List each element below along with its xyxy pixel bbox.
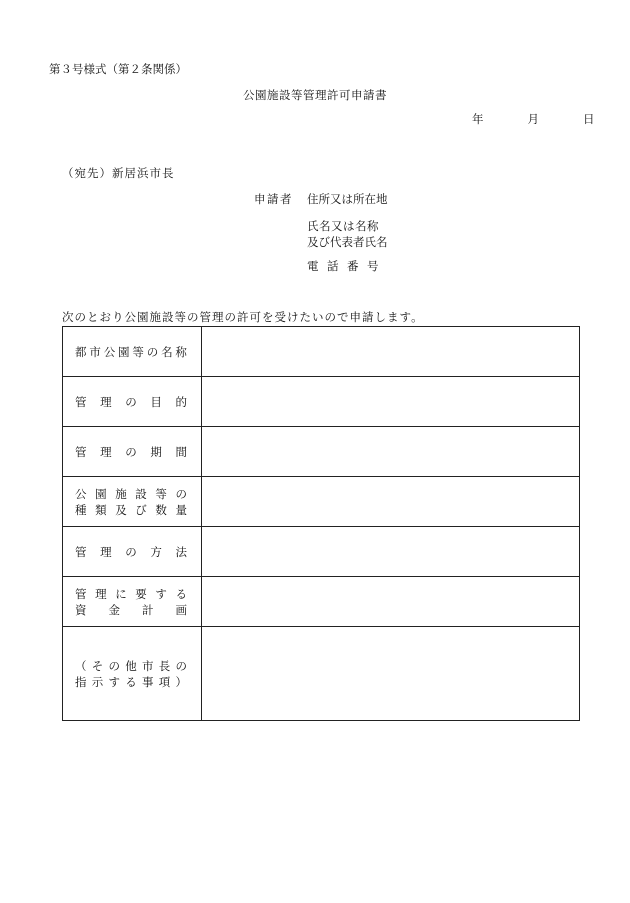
row-value-field[interactable]: [202, 577, 580, 627]
row-label-cell: [63, 627, 202, 721]
table-row: [63, 427, 580, 477]
date-line: [472, 111, 595, 127]
row-value-field[interactable]: [202, 627, 580, 721]
row-label-line: [63, 502, 201, 518]
row-label-char: 間: [175, 444, 187, 459]
row-label-line: [63, 444, 201, 460]
name-label-line1: 氏名又は名称: [307, 219, 379, 233]
row-label-char: 理: [95, 586, 107, 601]
row-label-char: 公: [103, 344, 116, 359]
row-label-char: び: [135, 502, 147, 517]
row-label-char: 園: [118, 344, 130, 359]
row-label-char: 市: [89, 344, 101, 359]
row-label-char: 称: [175, 344, 187, 359]
row-label-char: の: [108, 658, 120, 673]
row-label-char: 数: [155, 502, 167, 517]
applicant-label: 申請者: [254, 192, 293, 206]
row-value-field[interactable]: [202, 527, 580, 577]
row-value-field[interactable]: [202, 477, 580, 527]
row-label-char: す: [155, 586, 167, 601]
row-label-char: 金: [108, 602, 120, 617]
row-label-char: 公: [75, 486, 87, 501]
date-month-label: 月: [527, 112, 539, 126]
phone-label: 電話番号: [307, 259, 387, 273]
row-value-field[interactable]: [202, 377, 580, 427]
row-label-cell: [63, 477, 202, 527]
date-day-label: 日: [583, 112, 595, 126]
row-label-line: [63, 674, 201, 690]
row-label-char: る: [125, 674, 137, 689]
row-label-char: 理: [100, 394, 112, 409]
table-row: [63, 527, 580, 577]
table-row: [63, 577, 580, 627]
row-value-field[interactable]: [202, 327, 580, 377]
row-label-line: [63, 658, 201, 674]
row-label-cell: [63, 327, 202, 377]
row-label-char: 名: [161, 344, 173, 359]
application-table: [62, 326, 580, 721]
name-label-line2: 及び代表者氏名: [307, 235, 388, 249]
row-label-char: 理: [100, 444, 112, 459]
row-label-char: の: [125, 544, 137, 559]
row-label-char: 管: [75, 586, 87, 601]
document-title: 公園施設等管理許可申請書: [243, 88, 387, 102]
row-label-char: そ: [91, 658, 104, 673]
row-label-line: [63, 394, 201, 410]
row-label-char: 理: [100, 544, 112, 559]
row-label-char: 園: [95, 486, 107, 501]
row-label-char: 事: [142, 674, 154, 689]
row-label-cell: [63, 527, 202, 577]
row-label-char: 管: [75, 444, 87, 459]
row-label-char: 都: [75, 344, 87, 359]
row-label-line: [63, 486, 201, 502]
row-label-char: 的: [175, 394, 187, 409]
row-label-char: 管: [75, 544, 87, 559]
table-row: [63, 477, 580, 527]
row-label-char: 画: [175, 602, 187, 617]
row-label-line: [63, 602, 201, 618]
row-label-char: 及: [115, 502, 127, 517]
row-label-cell: [63, 377, 202, 427]
row-label-char: （: [75, 658, 87, 673]
table-row: [63, 627, 580, 721]
table-row: [63, 327, 580, 377]
row-label-char: ）: [175, 674, 187, 689]
row-label-char: 等: [132, 344, 144, 359]
row-label-char: 管: [75, 394, 87, 409]
row-label-line: [63, 586, 201, 602]
row-label-char: 設: [135, 486, 147, 501]
row-label-char: す: [108, 674, 120, 689]
address-label: 住所又は所在地: [307, 192, 388, 206]
row-label-char: 長: [158, 658, 171, 673]
row-label-char: 計: [142, 602, 154, 617]
row-label-char: 市: [142, 658, 154, 673]
row-label-char: の: [125, 394, 137, 409]
row-label-char: 等: [155, 486, 167, 501]
row-label-line: [63, 344, 201, 360]
form-number: 第３号様式（第２条関係）: [49, 62, 187, 76]
row-label-char: 示: [91, 674, 104, 689]
row-label-char: の: [146, 344, 159, 359]
row-label-cell: [63, 577, 202, 627]
row-label-char: 要: [135, 586, 147, 601]
row-label-char: 期: [150, 444, 162, 459]
row-label-char: 類: [95, 502, 107, 517]
table-row: [63, 377, 580, 427]
row-label-char: の: [125, 444, 137, 459]
row-label-char: 法: [175, 544, 187, 559]
row-label-char: に: [115, 586, 127, 601]
row-label-char: 他: [125, 658, 137, 673]
row-label-char: 方: [150, 544, 162, 559]
intro-text: 次のとおり公園施設等の管理の許可を受けたいので申請します。: [62, 310, 424, 324]
row-value-field[interactable]: [202, 427, 580, 477]
row-label-char: 種: [75, 502, 87, 517]
date-year-label: 年: [472, 112, 484, 126]
row-label-line: [63, 544, 201, 560]
row-label-cell: [63, 427, 202, 477]
row-label-char: 資: [75, 602, 87, 617]
row-label-char: 指: [75, 674, 87, 689]
row-label-char: 目: [150, 394, 162, 409]
row-label-char: 施: [115, 486, 127, 501]
row-label-char: る: [175, 586, 187, 601]
addressee: （宛先）新居浜市長: [62, 166, 175, 180]
row-label-char: 量: [175, 502, 187, 517]
row-label-char: の: [175, 658, 187, 673]
row-label-char: の: [175, 486, 187, 501]
row-label-char: 項: [158, 674, 171, 689]
